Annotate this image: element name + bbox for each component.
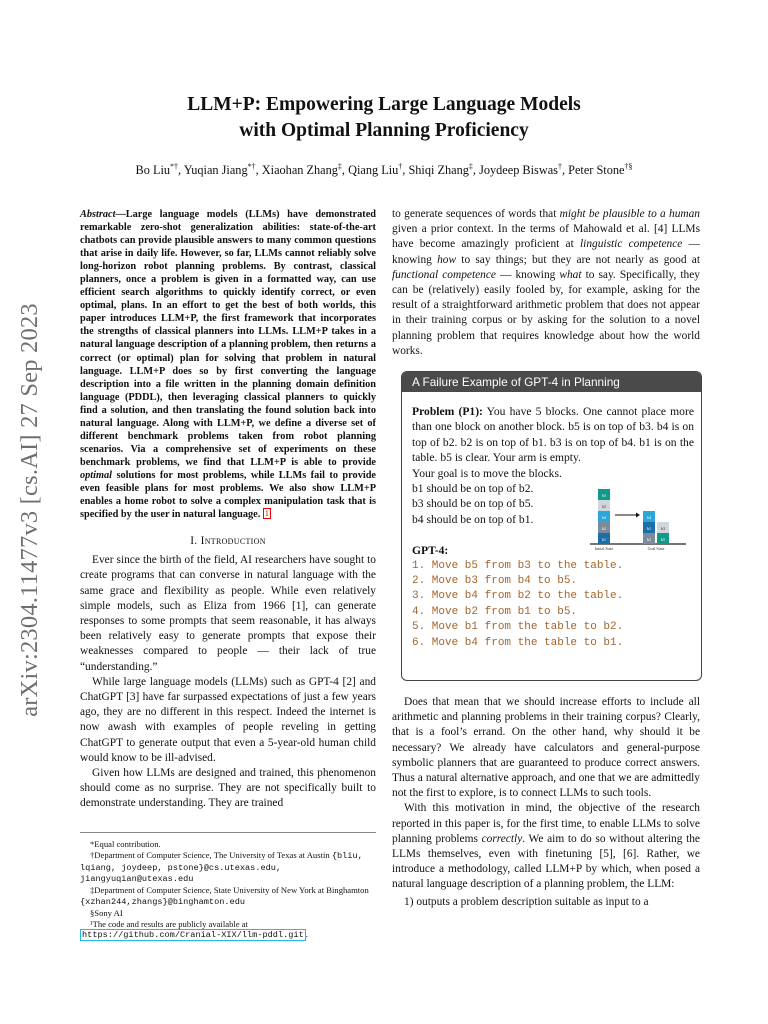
footnote-code-text: ¹The code and results are publicly available at — [90, 918, 248, 929]
text: given a prior context. In the terms of Mahowald et al. [4] LLMs have become amazingly proficient at — [392, 223, 700, 251]
intro-paragraph-3: Given how LLMs are designed and trained, this phenomenon should come as no surprise. They are not specifically built to demonstrate understanding. They are trained — [80, 766, 376, 810]
label-b3: b3 — [602, 504, 606, 509]
right-column-lower — [392, 695, 700, 910]
section-name: Introduction — [200, 535, 266, 548]
footnote-equal: *Equal contribution. — [90, 839, 161, 849]
label-b5: b5 — [602, 493, 606, 498]
goal-label-b5: b5 — [661, 537, 665, 542]
gpt-label: GPT-4: — [412, 544, 449, 558]
author: Yuqian Jiang — [183, 163, 248, 178]
plan-step: 5. Move b1 from the table to b2. — [412, 621, 624, 634]
arrow-icon — [636, 513, 640, 518]
footnotes — [80, 832, 376, 941]
abstract-dash: — — [115, 209, 126, 220]
title-line-2: with Optimal Planning Proficiency — [239, 120, 529, 141]
footnote-suny-emails: {xzhan244,zhangs}@binghamton.edu — [80, 896, 246, 907]
footnote-ut-text: †Department of Computer Science, The University of Texas at Austin — [90, 849, 332, 860]
right-paragraph-2: Does that mean that we should increase efforts to include all arithmetic and planning problems in their training corpus? Clearly, that is a fool’s errand. On the other hand, why should it be necessary? We already have calculators and general-purpose symbolic planners that are guaranteed to produce correct answers. Thus a natural alternative approach, and one that we are admittedly not the first to explore, is to connect LLMs to such tools. — [392, 696, 700, 800]
intro-paragraph-1: Ever since the birth of the field, AI researchers have sought to create programs that can converse in natural language with the same grace and flexibility as people. While even relatively simple models, such as Eliza from 1966 [1], can generate responses to some prompts that seem reasonable, it has always been relatively easy to generate prompts that expose their weaknesses compared to people — their lack of true “understanding.” — [80, 554, 376, 673]
emph: how — [437, 253, 457, 266]
footnote-link[interactable]: 1 — [264, 509, 269, 519]
label-b4: b4 — [602, 515, 606, 520]
author: Xiaohan Zhang — [261, 163, 338, 178]
initial-state-label: Initial State — [594, 546, 614, 551]
left-column — [80, 208, 376, 812]
plan-step: 1. Move b5 from b3 to the table. — [412, 559, 624, 572]
emph: linguistic competence — [579, 238, 683, 251]
goal-label-b1: b1 — [647, 526, 651, 531]
plan-step: 2. Move b3 from b4 to b5. — [412, 575, 578, 588]
footnote-code — [80, 919, 376, 942]
right-paragraph-3 — [392, 801, 700, 892]
arxiv-id: arXiv:2304.11477v3 [cs.AI] 27 Sep 2023 — [16, 303, 43, 717]
footnote-sony: §Sony AI — [90, 907, 123, 918]
plan-step: 6. Move b4 from the table to b1. — [412, 636, 624, 649]
footnote-code-end: . — [305, 929, 308, 940]
box-title: A Failure Example of GPT-4 in Planning — [402, 372, 701, 392]
author: Joydeep Biswas — [479, 163, 558, 178]
footnote-suny — [80, 885, 376, 908]
footnote-ut — [80, 850, 376, 885]
text: — knowing — [392, 238, 700, 266]
emph: what — [559, 268, 582, 281]
abstract-text-2: solutions for most problems, while LLMs fail to provide even feasible plans for most problems. We also show LLM+P enables a home robot to solve a complex manipulation task that is specified by the user in natural language. — [80, 469, 376, 521]
code-link[interactable]: https://github.com/Cranial-XIX/llm-pddl.git — [82, 930, 304, 941]
goal-state-label: Goal State — [647, 546, 665, 551]
abstract — [80, 208, 376, 521]
footnote-suny-text: ‡Department of Computer Science, State University of New York at Binghamton — [90, 885, 369, 896]
title-line-1: LLM+P: Empowering Large Language Models — [187, 94, 581, 115]
paper-title — [80, 92, 688, 144]
text: With this motivation in mind, the objective of the research reported in this paper is, for the first time, to enable LLMs to solve planning problems — [392, 802, 700, 845]
emph: correctly — [481, 832, 523, 845]
author: Shiqi Zhang — [408, 163, 469, 178]
goal-label-b4: b4 — [647, 515, 651, 520]
text: . We aim to do so without altering the LLMs themselves, even with finetuning [5], [6]. Rather, we introduce a methodology, called LLM+P by which, when posed a natural language description of a planning problem, the LLM: — [392, 832, 700, 891]
blocks-figure — [588, 477, 688, 553]
label-b2: b2 — [602, 526, 606, 531]
text: to say things; but they are not nearly as good at — [456, 253, 700, 266]
author-list: Bo Liu*†, Yuqian Jiang*†, Xiaohan Zhang‡, Qiang Liu†, Shiqi Zhang‡, Joydeep Biswas†, Peter Stone†§ — [135, 162, 633, 178]
author: Bo Liu — [135, 163, 171, 178]
text: — knowing — [496, 268, 560, 281]
author-affil: ‡ — [468, 162, 473, 171]
author-affil: † — [398, 162, 403, 171]
section-number: I. — [190, 535, 198, 548]
author: Qiang Liu — [348, 163, 399, 178]
list-item: 1) outputs a problem description suitable as input to a — [404, 895, 649, 908]
gpt-plan — [412, 559, 694, 651]
text: to say. Specifically, they can be (relatively) easily fooled by, for example, asking for the result of a straightforward arithmetic problem that does not appear in their training corpus or by asking for the solution to a novel planning problem that requires knowledge about how the world works. — [392, 268, 700, 357]
goal-label-b2: b2 — [647, 537, 651, 542]
arxiv-stamp — [8, 285, 52, 735]
goal-line: b3 should be on top of b5. — [412, 497, 534, 511]
emph: functional competence — [392, 268, 496, 281]
abstract-text: Large language models (LLMs) have demonstrated remarkable zero-shot generalization abilities: state-of-the-art chatbots can provide plausible answers to many common questions that arise in daily life. However, so far, LLMs cannot reliably solve long-horizon robot planning problems. By contrast, classical planners, once a problem is given in a formatted way, can use efficient search algorithms to quickly identify correct, or even optimal, plans. In an effort to get the best of both worlds, this paper introduces LLM+P, the first framework that incorporates the strengths of classical planners into LLMs. LLM+P takes in a natural language description of a planning problem, then returns a correct (or optimal) plan for solving that problem in natural language. LLM+P does so by first converting the language description into a file written in the planning domain definition language (PDDL), then leveraging classical planners to quickly find a solution, and then translating the found solution back into natural language. Along with LLM+P, we define a diverse set of different benchmark problems taken from robot planning scenarios. Via a comprehensive set of experiments on these benchmark problems, we find that LLM+P is able to provide — [80, 209, 376, 468]
author-affil: ‡ — [337, 162, 342, 171]
right-paragraph-1 — [392, 207, 700, 359]
author-affil: *† — [247, 162, 256, 171]
goal-line: b1 should be on top of b2. — [412, 482, 534, 496]
problem-statement — [412, 404, 694, 466]
goal-label-b3: b3 — [661, 526, 665, 531]
label-b1: b1 — [602, 537, 606, 542]
author: Peter Stone — [568, 163, 625, 178]
problem-text: You have 5 blocks. One cannot place more than one block on another block. b5 is on top of b3. b4 is on top of b2. b2 is on top of b1. b3 is on top of b4. b1 is on the table. b5 is clear. Your arm is empty. — [412, 405, 694, 465]
plan-step: 3. Move b4 from b2 to the table. — [412, 590, 624, 603]
plan-step: 4. Move b2 from b1 to b5. — [412, 605, 578, 618]
author-affil: † — [557, 162, 562, 171]
intro-paragraph-2: While large language models (LLMs) such as GPT-4 [2] and ChatGPT [3] have far surpassed expectations of just a few years ago, they are no different in this respect. Indeed the internet is now awash with examples of people reveling in getting ChatGPT to generate output that even a 5-year-old human child would know to be ill-advised. — [80, 675, 376, 764]
goal-line: b4 should be on top of b1. — [412, 512, 534, 526]
goal-line: Your goal is to move the blocks. — [412, 466, 562, 480]
author-affil: †§ — [624, 162, 633, 171]
footnote-ut-emails: {bliu, lqiang, joydeep, pstone}@cs.utexas.edu, jiangyuqian@utexas.edu — [80, 850, 363, 885]
problem-label: Problem (P1): — [412, 405, 483, 418]
section-heading — [80, 535, 376, 547]
right-column — [392, 207, 700, 359]
text: to generate sequences of words that — [392, 208, 560, 220]
abstract-label: Abstract — [80, 209, 116, 220]
author-affil: *† — [170, 162, 179, 171]
contribution-list — [392, 895, 700, 910]
emph: might be plausible to a human — [559, 208, 701, 220]
abstract-emph: optimal — [80, 469, 113, 481]
